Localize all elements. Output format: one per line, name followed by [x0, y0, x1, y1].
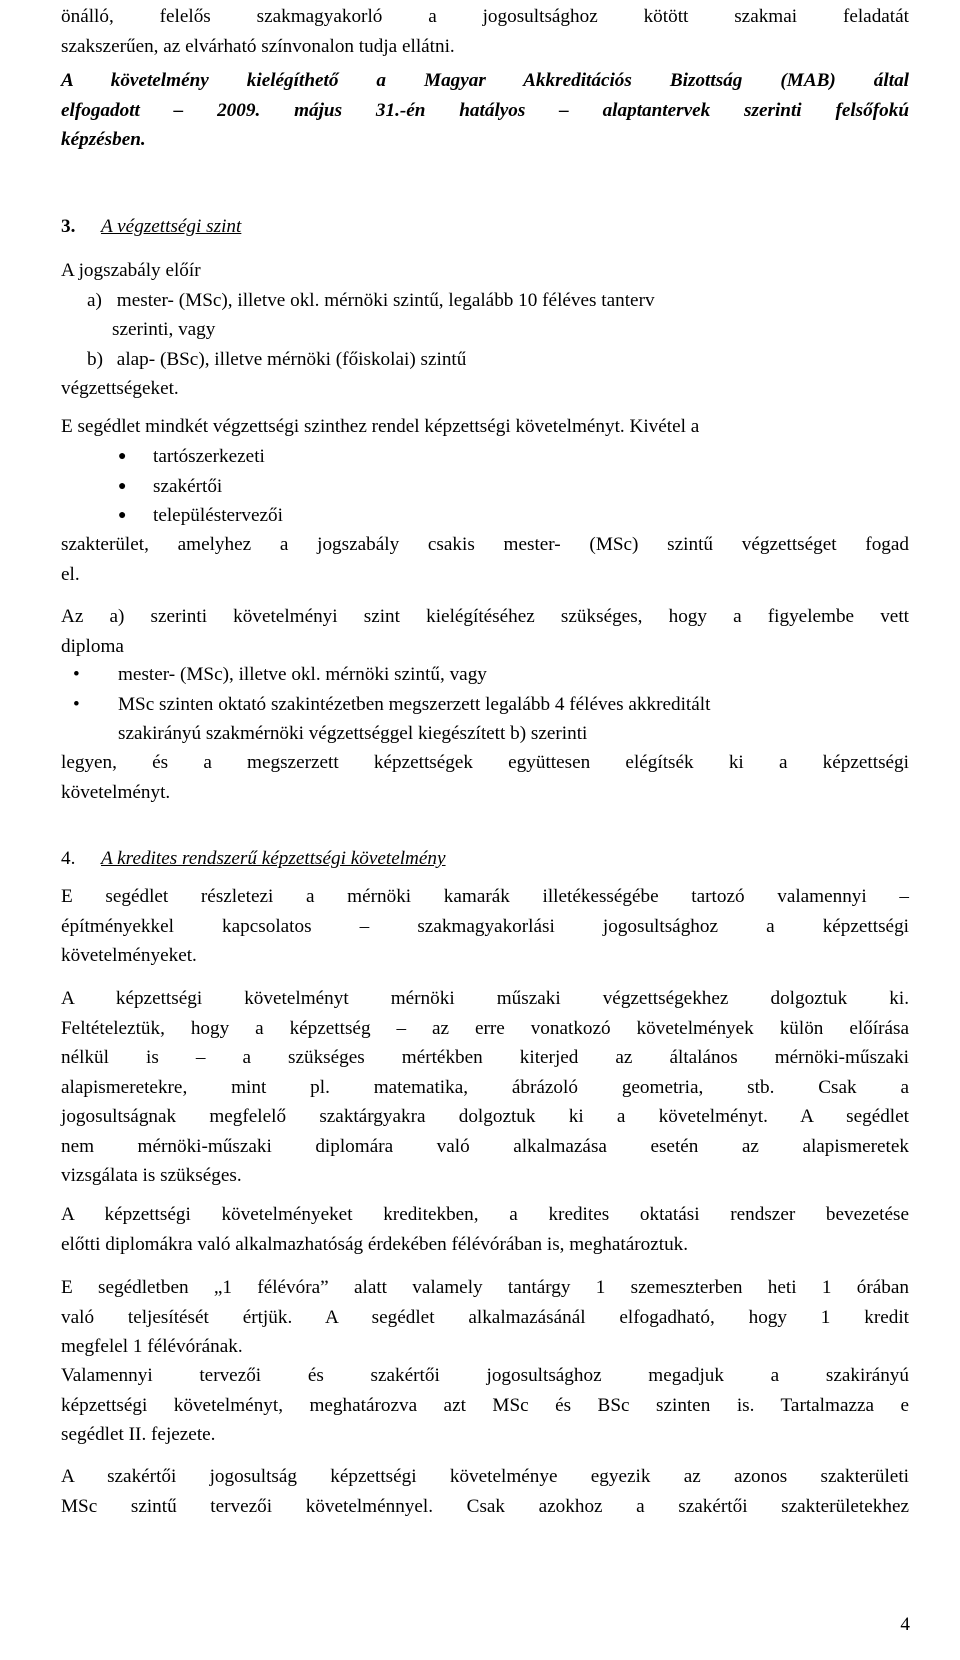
section-3-p3 — [61, 602, 909, 661]
text-line: elfogadott – 2009. május 31.-én hatályos – alaptantervek szerinti felsőfokú — [61, 99, 909, 121]
section-4-p1 — [61, 882, 909, 971]
list-item — [118, 442, 283, 472]
section-3-heading — [61, 212, 241, 242]
list-label: b) — [87, 348, 103, 370]
text-line: A képzettségi követelményeket kreditekben, a kredites oktatási rendszer bevezetése — [61, 1204, 909, 1225]
list-text: mester- (MSc), illetve okl. mérnöki szintű, vagy — [118, 664, 487, 685]
text-line: diploma — [61, 635, 124, 657]
bullet-icon: • — [73, 693, 80, 715]
list-item — [118, 501, 283, 531]
list-item — [118, 472, 283, 502]
exception-list — [61, 442, 283, 531]
text-line: E segédletben „1 félévóra” alatt valamely tantárgy 1 szemeszterben heti 1 órában — [61, 1277, 909, 1298]
text-line: E segédlet mindkét végzettségi szinthez rendel képzettségi követelményt. Kivétel a — [61, 416, 700, 437]
text-line: legyen, és a megszerzett képzettségek együttesen elégítsék ki a képzettségi — [61, 752, 909, 773]
text-line: E segédlet részletezi a mérnöki kamarák illetékességébe tartozó valamennyi – — [61, 886, 909, 907]
bullet-icon: ● — [118, 478, 127, 494]
list-text: tartószerkezeti — [153, 446, 265, 467]
section-number: 4. — [61, 848, 76, 869]
section-3-p2 — [61, 530, 909, 589]
text-line: megfelel 1 félévórának. — [61, 1336, 243, 1357]
list-item — [87, 286, 909, 316]
text-line: A jogszabály előír — [61, 260, 201, 281]
text-line: jogosultságnak megfelelő szaktárgyakra dolgoztuk ki a követelményt. A segédlet — [61, 1106, 909, 1127]
text-line: nélkül is – a szükséges mértékben kiterjed az általános mérnöki-műszaki — [61, 1047, 909, 1068]
text-line: Feltételeztük, hogy a képzettség – az erre vonatkozó követelmények külön előírása — [61, 1017, 909, 1039]
diploma-list — [61, 660, 960, 749]
text-line: végzettségeket. — [61, 378, 179, 399]
section-4-p2 — [61, 984, 909, 1191]
section-4-p4 — [61, 1273, 909, 1362]
section-3-p4 — [61, 748, 909, 807]
text-line: MSc szintű tervezői követelménnyel. Csak azokhoz a szakértői szakterületekhez — [61, 1495, 909, 1517]
text-line: el. — [61, 563, 80, 585]
bullet-icon: • — [73, 664, 80, 685]
text-line: A követelmény kielégíthető a Magyar Akkreditációs Bizottság (MAB) által — [61, 70, 909, 91]
text-line: szakterület, amelyhez a jogszabály csakis mester- (MSc) szintű végzettséget fogad — [61, 534, 909, 555]
section-4-p5 — [61, 1361, 909, 1450]
top-paragraph — [61, 2, 909, 61]
text-line: alapismeretekre, mint pl. matematika, ábrázoló geometria, stb. Csak a — [61, 1076, 909, 1098]
text-line: Valamennyi tervezői és szakértői jogosultsághoz megadjuk a szakirányú — [61, 1365, 909, 1386]
section-3-p1 — [61, 412, 909, 442]
text-line: segédlet II. fejezete. — [61, 1424, 216, 1445]
list-text: mester- (MSc), illetve okl. mérnöki szintű, legalább 10 féléves tanterv — [116, 289, 655, 311]
section-number: 3. — [61, 216, 76, 237]
list-label: a) — [87, 289, 102, 311]
section-title: A kredites rendszerű képzettségi követelmény — [101, 848, 446, 869]
bold-italic-paragraph — [61, 66, 909, 155]
requirement-list — [61, 286, 909, 375]
text-line: való teljesítését értjük. A segédlet alkalmazásánál elfogadható, hogy 1 kredit — [61, 1306, 909, 1328]
list-text: MSc szinten oktató szakintézetben megszerzett legalább 4 féléves akkreditált — [118, 693, 711, 715]
list-text: szakirányú szakmérnöki végzettséggel kiegészített b) szerinti — [118, 723, 588, 744]
text-line: képzésben. — [61, 129, 146, 150]
section-4-heading — [61, 844, 446, 874]
bullet-icon: ● — [118, 508, 127, 523]
text-line: követelményt. — [61, 781, 171, 803]
text-line: képzettségi követelményt, meghatározva azt MSc és BSc szinten is. Tartalmazza e — [61, 1394, 909, 1416]
text-line: nem mérnöki-műszaki diplomára való alkalmazása esetén az alapismeretek — [61, 1135, 909, 1157]
list-text: szakértői — [153, 475, 223, 497]
list-text: alap- (BSc), illetve mérnöki (főiskolai) szintű — [116, 348, 467, 370]
list-item — [73, 660, 960, 690]
text-line: önálló, felelős szakmagyakorló a jogosultsághoz kötött szakmai feladatát — [61, 6, 909, 27]
text-line: Az a) szerinti követelményi szint kielégítéséhez szükséges, hogy a figyelembe vett — [61, 606, 909, 627]
section-3-body — [61, 256, 909, 404]
list-item — [87, 345, 909, 375]
text-line: A képzettségi követelményt mérnöki műszaki végzettségekhez dolgoztuk ki. — [61, 988, 909, 1009]
page-number: 4 — [900, 1614, 910, 1635]
list-text: szerinti, vagy — [112, 319, 216, 340]
section-title: A végzettségi szint — [101, 216, 242, 237]
text-line: A szakértői jogosultság képzettségi követelménye egyezik az azonos szakterületi — [61, 1466, 909, 1487]
text-line: szakszerűen, az elvárható színvonalon tudja ellátni. — [61, 35, 455, 57]
text-line: követelményeket. — [61, 945, 197, 966]
section-4-p3 — [61, 1200, 909, 1259]
list-text: településtervezői — [153, 505, 283, 526]
text-line: előtti diplomákra való alkalmazhatóság érdekében félévórában is, meghatároztuk. — [61, 1233, 689, 1255]
text-line: vizsgálata is szükséges. — [61, 1165, 242, 1186]
bullet-icon: ● — [118, 449, 127, 464]
section-4-p6 — [61, 1462, 909, 1521]
text-line: építményekkel kapcsolatos – szakmagyakorlási jogosultsághoz a képzettségi — [61, 915, 909, 937]
list-item — [73, 690, 960, 749]
